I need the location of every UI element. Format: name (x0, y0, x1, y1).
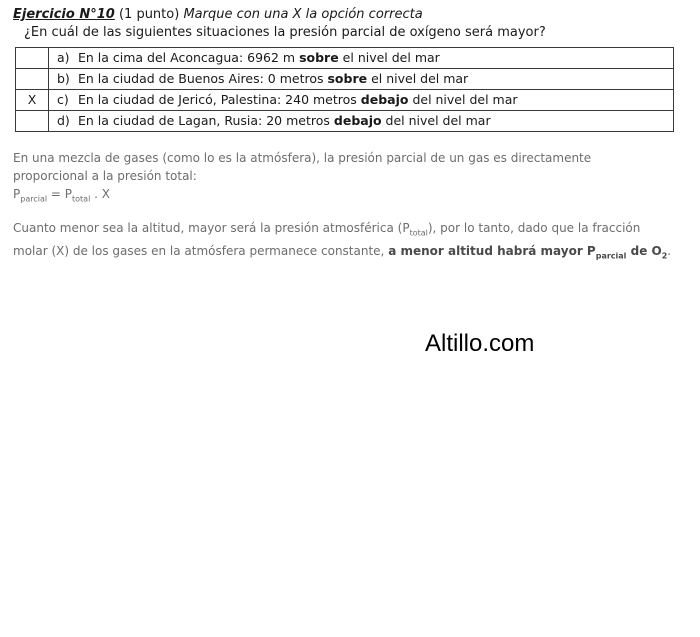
option-row-d (16, 111, 674, 132)
explanation-paragraph-2 (13, 219, 671, 266)
subscript-total: total (409, 228, 428, 238)
subscript-parcial: parcial (595, 251, 627, 261)
option-text: En la cima del Aconcagua: 6962 m (78, 50, 300, 65)
formula-eq: = P (47, 187, 73, 201)
option-text-cell (49, 111, 674, 132)
option-emphasis: debajo (333, 113, 382, 128)
option-text: En la ciudad de Buenos Aires: 0 metros (78, 71, 328, 86)
exercise-instruction: Marque con una X la opción correcta (183, 7, 423, 22)
option-row-a (16, 48, 674, 69)
formula-tail: . X (90, 187, 110, 201)
option-row-c (16, 90, 674, 111)
explanation-text: . (667, 244, 672, 259)
option-text-end: del nivel del mar (381, 113, 491, 128)
exercise-points: (1 punto) (118, 7, 180, 22)
option-mark-cell[interactable]: X (16, 90, 49, 111)
conclusion-bold (388, 244, 668, 261)
explanation-text: molar (X) de los gases en la atmósfera permanece constante, (13, 244, 389, 259)
option-letter: a) (57, 50, 70, 65)
explanation-text: ), por lo tanto, dado que la fracción (427, 221, 641, 235)
conclusion-text: de O (626, 244, 662, 259)
explanation-line (13, 219, 671, 242)
option-emphasis: sobre (299, 50, 339, 65)
option-text: En la ciudad de Jericó, Palestina: 240 metros (78, 92, 361, 107)
option-text-cell (49, 48, 674, 69)
explanation-paragraph-1 (13, 149, 591, 208)
option-mark-cell[interactable] (16, 111, 49, 132)
options-table (15, 47, 674, 132)
explanation-line (13, 242, 671, 265)
option-mark-cell[interactable] (16, 69, 49, 90)
option-row-b (16, 69, 674, 90)
option-text-end: el nivel del mar (367, 71, 469, 86)
exercise-number: Ejercicio N°10 (13, 7, 115, 22)
option-text: En la ciudad de Lagan, Rusia: 20 metros (78, 113, 334, 128)
formula-p: P (13, 187, 21, 201)
explanation-text: Cuanto menor sea la altitud, mayor será la presión atmosférica (P (13, 221, 410, 235)
option-emphasis: debajo (360, 92, 409, 107)
option-mark-cell[interactable] (16, 48, 49, 69)
option-emphasis: sobre (327, 71, 368, 86)
formula-sub-parcial: parcial (20, 194, 48, 204)
explanation-line: En una mezcla de gases (como lo es la atmósfera), la presión parcial de un gas es directamente (13, 151, 592, 165)
conclusion-text: a menor altitud habrá mayor P (388, 244, 596, 259)
option-text-end: el nivel del mar (338, 50, 440, 65)
option-text-end: del nivel del mar (408, 92, 518, 107)
subscript-2: 2 (661, 251, 668, 261)
option-letter: c) (57, 92, 69, 107)
formula-sub-total: total (72, 194, 91, 204)
option-text-cell (49, 69, 674, 90)
option-letter: b) (57, 71, 70, 86)
formula (13, 185, 591, 208)
exercise-question: ¿En cuál de las siguientes situaciones la presión parcial de oxígeno será mayor? (24, 25, 546, 40)
watermark: Altillo.com (425, 330, 535, 357)
exercise-title (13, 7, 423, 23)
explanation-line: proporcional a la presión total: (13, 169, 197, 183)
option-text-cell (49, 90, 674, 111)
option-letter: d) (57, 113, 70, 128)
